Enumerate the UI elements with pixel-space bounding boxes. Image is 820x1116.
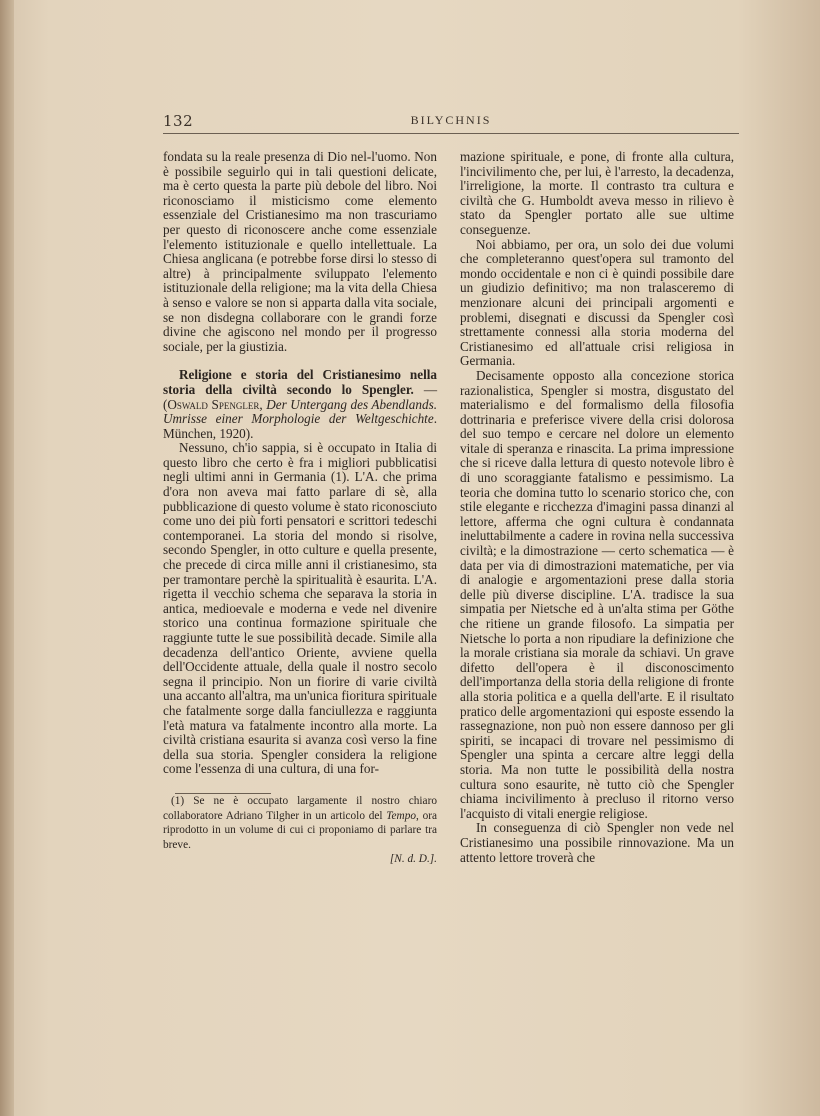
paragraph: Decisamente opposto alla concezione storica razionalistica, Spengler si mostra, disgustato del materialismo e del formalismo della filosofia dottrinaria e preferisce vivere della crisi dolorosa del suo tempo e cercare nel dolore un elemento vitale di speranza e rinascita. La prima impressione che si riceve dalla lettura di questo notevole libro è di uno scoraggiante fatalismo e pessimismo. La teoria che domina tutto lo scenario storico che, con stile elegante e ricchezza d'imagini passa dinanzi al lettore, afferma che ogni cultura è condannata ineluttabilmente a cadere in rovina nella successiva civiltà; e la dimostrazione — certo schematica — è data per via di dimostrazioni matematiche, per via di analogie e argomentazioni prese dalla storia delle più diverse discipline. L'A. tradisce la sua simpatia per Nietsche ed à un'alta stima per Göthe che ritiene un grande filosofo. La simpatia per Nietsche lo porta a non ripudiare la definizione che la morale cristiana sia morale da schiavi. Un grave difetto dell'opera è il disconoscimento dell'importanza della storia della religione di fronte alla storia politica e a quella dell'arte. E il risultato pratico delle argomentazioni qui esposte essendo la rassegnazione, non può non essere dannoso per gli spiriti, se incapaci di trovare nel pessimismo di Spengler una spinta a cercare altre leggi della storia. Ma non tutte le possibilità della nostra cultura sono esaurite, nè tutto ciò che Spengler chiama incivilimento à precluso il ritorno verso l'acquisto di vitali energie religiose. — [460, 367, 734, 821]
page-number: 132 — [163, 112, 194, 130]
paragraph: Noi abbiamo, per ora, un solo dei due volumi che completeranno quest'opera sul tramonto del mondo occidentale e non ci è quindi possibile dare un giudizio definitivo; ma non tralasceremo di menzionare alcuni dei principali argomenti e problemi, disegnati e discussi da Spengler così strettamente connessi alla storia moderna del Cristianesimo ed all'attuale crisi religiosa in Germania. — [460, 236, 734, 369]
running-title: BILYCHNIS — [410, 113, 492, 127]
paragraph: mazione spirituale, e pone, di fronte alla cultura, l'incivilimento che, per lui, è l'arresto, la decadenza, l'irreligione, la morte. Il contrasto tra cultura e civiltà che G. Humboldt aveva messo in rilievo è stato da Spengler portato alle sue ultime conseguenze. — [460, 149, 734, 237]
left-column — [163, 150, 437, 867]
footnote-text: (1) Se ne è occupato largamente il nostro chiaro collaboratore Adriano Tilgher in un articolo del — [163, 794, 437, 822]
section-heading — [163, 368, 437, 441]
section-author: Oswald Spengler — [167, 396, 260, 412]
paragraph: In conseguenza di ciò Spengler non vede nel Cristianesimo una possibile rinnovazione. Ma un attento lettore troverà che — [460, 820, 734, 865]
header-rule — [163, 133, 739, 134]
footnote — [163, 794, 437, 867]
footnote-signature: [N. d. D.]. — [389, 853, 437, 866]
section-comma: , — [259, 396, 267, 412]
footnote-text-end: , ora riprodotto in un volume di cui ci proponiamo di parlare tra breve. — [163, 809, 437, 851]
section-publication: . München, 1920). — [163, 411, 437, 441]
section-title: Religione e storia del Cristianesimo nella storia della civiltà secondo lo Spengler. — [163, 367, 437, 397]
page-binding-edge — [0, 0, 14, 1116]
right-column — [460, 150, 734, 865]
section-book-title: Der Untergang des Abendlands. Umrisse einer Morphologie der Weltgeschichte — [163, 396, 437, 427]
section-dash: — ( — [163, 381, 437, 412]
paragraph: Nessuno, ch'io sappia, si è occupato in Italia di questo libro che certo è fra i migliori pubblicatisi negli ultimi anni in Germania (1). L'A. che prima d'ora non aveva mai fatto parlare di sè, alla pubblicazione di questo volume è stato riconosciuto come uno dei più forti pensatori e scrittori tedeschi contemporanei. La storia del mondo si risolve, secondo Spengler, in otto culture e quella presente, che precede di circa mille anni il cristianesimo, sta per tramontare perchè la spiritualità è esaurita. L'A. rigetta il vecchio schema che separava la storia in antica, medioevale e moderna e vede nel divenire storico una continua formazione spirituale che raggiunte tutte le sue possibilità decade. Simile alla decadenza dell'antico Oriente, avviene quella dell'Occidente attuale, della quale il nostro secolo segna il principio. Non un fiorire di varie civiltà una accanto all'altra, ma un'unica fioritura spirituale che fatalmente sorge dalla fanciullezza e raggiunta l'età matura va fatalmente incontro alla morte. La civiltà cristiana esaurita si avanza così verso la fine della sua storia. Spengler considera la religione come l'essenza di una cultura, di una for- — [163, 440, 437, 777]
paragraph: fondata su la reale presenza di Dio nel-l'uomo. Non è possibile seguirlo qui in tali questioni delicate, ma è certo questa la parte più debole del libro. Noi riconosciamo il misticismo come elemento essenziale del Cristianesimo ma non trascuriamo per questo di riconoscere anche come essenziale l'elemento istituzionale e quello intellettuale. La Chiesa anglicana (e potrebbe forse dirsi lo stesso di altre) à principalmente sviluppato l'elemento istituzionale della religione; ma la vita della Chiesa à senso e valore se non si apparta dalla vita sociale, se non disdegna collaborare con le grandi forze divine che agiscono nel mondo per il progresso sociale, per la giustizia. — [163, 149, 437, 354]
footnote-newspaper: Tempo — [386, 809, 416, 822]
